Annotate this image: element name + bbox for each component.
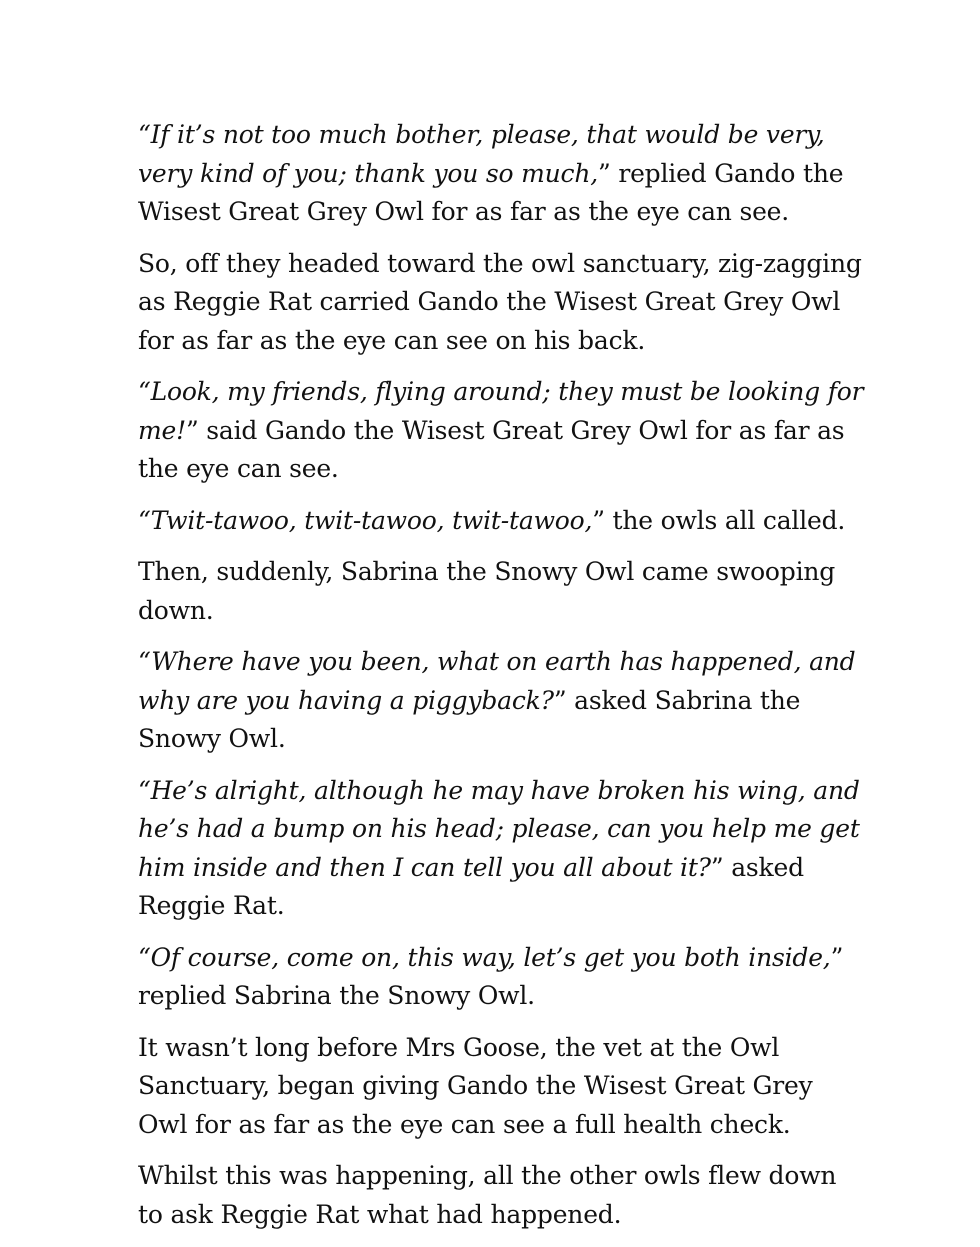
- paragraph: [138, 1029, 868, 1145]
- narration-text: Whilst this was happening, all the other owls flew down to ask Reggie Rat what had happened.: [138, 1161, 837, 1229]
- narration-text: It wasn’t long before Mrs Goose, the vet at the Owl Sanctuary, began giving Gando the Wisest Great Grey Owl for as far as the eye can see a full health check.: [138, 1032, 813, 1139]
- paragraph: [138, 373, 868, 489]
- dialogue-text: “He’s alright, although he may have broken his wing, and he’s had a bump on his head; please, can you help me get him inside and then I can tell you all about it?: [138, 775, 860, 882]
- narration-text: ” asked Reggie Rat.: [138, 852, 804, 920]
- dialogue-text: “Look, my friends, flying around; they must be looking for me!: [138, 377, 864, 445]
- paragraph: [138, 245, 868, 361]
- paragraph: [138, 643, 868, 759]
- dialogue-text: “If it’s not too much bother, please, that would be very, very kind of you; thank you so much,: [138, 120, 825, 188]
- dialogue-text: “Twit-tawoo, twit-tawoo, twit-tawoo,: [138, 505, 593, 535]
- paragraph: [138, 772, 868, 926]
- narration-text: So, off they headed toward the owl sanctuary, zig-zagging as Reggie Rat carried Gando the Wisest Great Grey Owl for as far as the eye can see on his back.: [138, 248, 862, 355]
- dialogue-text: “Of course, come on, this way, let’s get you both inside,: [138, 942, 831, 972]
- paragraph: [138, 116, 868, 232]
- story-page: [138, 116, 868, 1247]
- narration-text: ” asked Sabrina the Snowy Owl.: [138, 685, 801, 753]
- paragraph: [138, 939, 868, 1016]
- paragraph: [138, 502, 868, 541]
- narration-text: Then, suddenly, Sabrina the Snowy Owl came swooping down.: [138, 557, 836, 625]
- narration-text: ” replied Gando the Wisest Great Grey Owl for as far as the eye can see.: [138, 158, 844, 226]
- paragraph: [138, 553, 868, 630]
- paragraph: [138, 1157, 868, 1234]
- narration-text: ” replied Sabrina the Snowy Owl.: [138, 942, 844, 1010]
- narration-text: ” said Gando the Wisest Great Grey Owl for as far as the eye can see.: [138, 415, 845, 483]
- dialogue-text: “Where have you been, what on earth has happened, and why are you having a piggyback?: [138, 647, 856, 715]
- narration-text: ” the owls all called.: [592, 505, 846, 535]
